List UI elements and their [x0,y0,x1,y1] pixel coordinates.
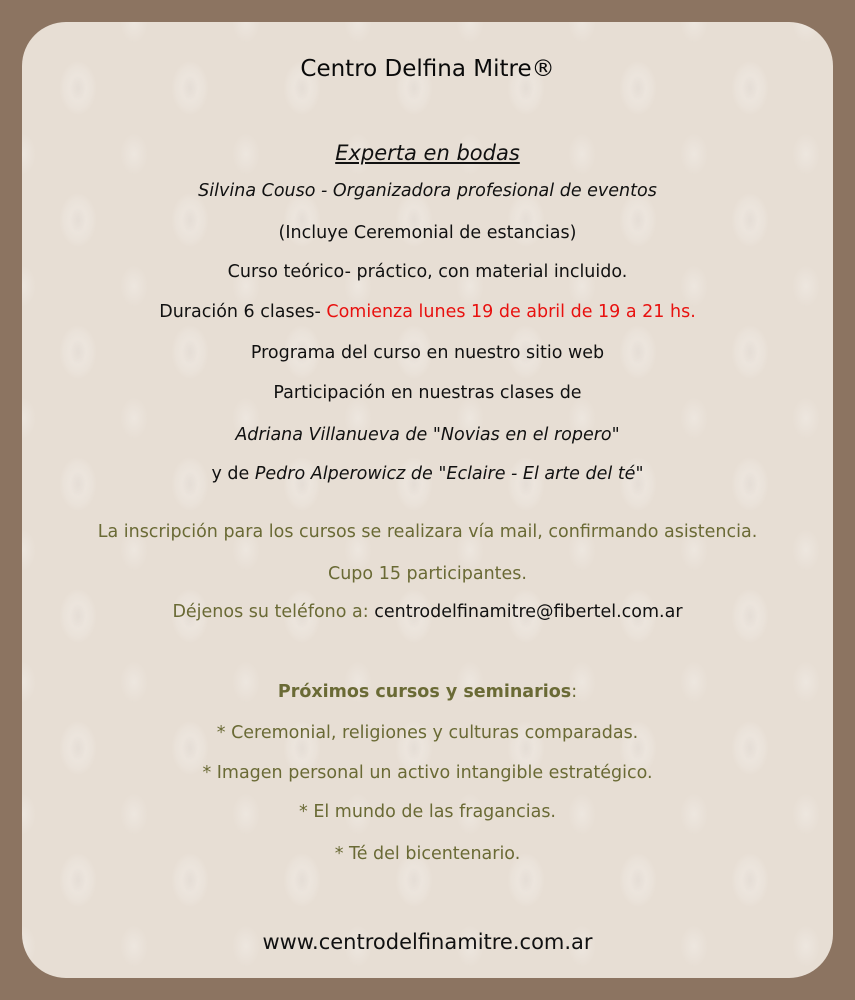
course-type: Curso teórico- práctico, con material incluido. [227,262,628,282]
course-heading: Experta en bodas [335,141,520,165]
registration-capacity: Cupo 15 participantes. [328,564,527,584]
upcoming-item: * Ceremonial, religiones y culturas comparadas. [216,723,639,743]
upcoming-heading-colon: : [571,682,578,702]
guest-two-prefix: y de [211,464,250,484]
start-date-highlight: Comienza lunes 19 de abril de 19 a 21 hs. [326,302,696,322]
course-duration [0,300,855,324]
website-link[interactable]: www.centrodelfinamitre.com.ar [262,930,593,954]
duration-prefix: Duración 6 clases- [159,302,321,322]
registration-contact [0,600,855,624]
course-program: Programa del curso en nuestro sitio web [250,343,605,363]
course-includes: (Incluye Ceremonial de estancias) [278,223,577,243]
guest-two-suffix: " [635,464,644,484]
upcoming-heading-text: Próximos cursos y seminarios [277,682,572,702]
contact-email-link[interactable]: centrodelfinamitre@fibertel.com.ar [374,602,683,622]
registration-note: La inscripción para los cursos se realizara vía mail, confirmando asistencia. [97,522,758,542]
course-participation: Participación en nuestras clases de [273,383,582,403]
upcoming-item: * El mundo de las fragancias. [299,802,556,822]
contact-prefix: Déjenos su teléfono a: [172,602,369,622]
upcoming-heading [0,680,855,704]
guest-two [0,462,855,486]
guest-one: Adriana Villanueva de "Novias en el ropero" [235,425,620,445]
course-instructor: Silvina Couso - Organizadora profesional de eventos [198,181,657,201]
page-title: Centro Delfina Mitre® [300,56,555,82]
upcoming-item: * Imagen personal un activo intangible estratégico. [202,763,653,783]
guest-two-name: Pedro Alperowicz de "Eclaire - El arte del té [254,464,636,484]
upcoming-item: * Té del bicentenario. [334,844,521,864]
